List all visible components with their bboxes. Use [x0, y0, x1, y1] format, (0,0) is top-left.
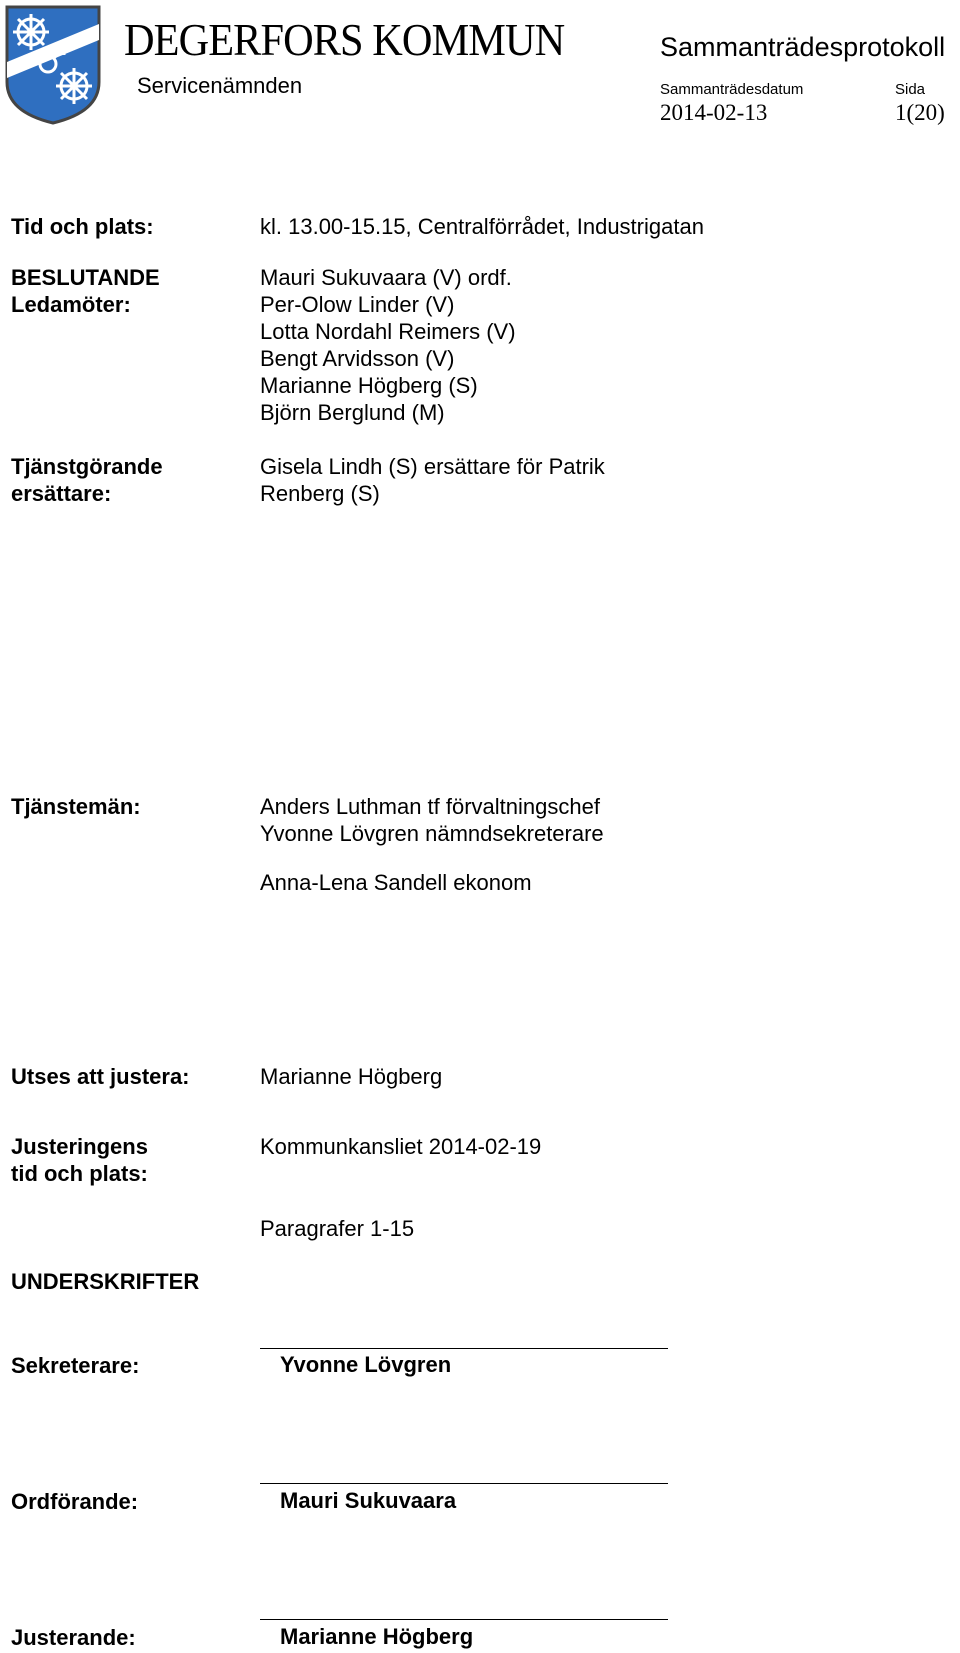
signature-role: Sekreterare:: [11, 1353, 140, 1378]
member-name: Per-Olow Linder (V): [260, 292, 455, 317]
official-line: Yvonne Lövgren nämndsekreterare: [260, 821, 604, 846]
signature-name: Marianne Högberg: [280, 1624, 474, 1649]
members-label-line2: Ledamöter:: [11, 292, 131, 317]
signature-line: [260, 1619, 668, 1620]
signature-line: [260, 1348, 668, 1349]
officials-label: Tjänstemän:: [11, 794, 141, 819]
adjust-time-label-line2: tid och plats:: [11, 1161, 148, 1186]
substitutes-label-line2: ersättare:: [11, 481, 112, 506]
substitute-line: Gisela Lindh (S) ersättare för Patrik: [260, 454, 605, 479]
members-label-line1: BESLUTANDE: [11, 265, 160, 290]
substitutes-label-line1: Tjänstgörande: [11, 454, 163, 479]
member-name: Marianne Högberg (S): [260, 373, 478, 398]
signature-name: Mauri Sukuvaara: [280, 1488, 457, 1513]
official-line: Anna-Lena Sandell ekonom: [260, 870, 532, 895]
signature-name: Yvonne Lövgren: [280, 1352, 452, 1377]
page-number: 1(20): [895, 100, 945, 125]
coat-of-arms-logo: [4, 4, 102, 126]
signatures-heading: UNDERSKRIFTER: [11, 1269, 200, 1294]
substitute-line: Renberg (S): [260, 481, 380, 506]
time-place-label: Tid och plats:: [11, 214, 154, 239]
meeting-date: 2014-02-13: [660, 100, 768, 125]
official-line: Anders Luthman tf förvaltningschef: [260, 794, 600, 819]
adjuster-label: Utses att justera:: [11, 1064, 190, 1089]
signature-role: Ordförande:: [11, 1489, 139, 1514]
adjuster-value: Marianne Högberg: [260, 1064, 443, 1089]
department-name: Servicenämnden: [137, 73, 303, 98]
member-name: Mauri Sukuvaara (V) ordf.: [260, 265, 512, 290]
time-place-value: kl. 13.00-15.15, Centralförrådet, Industrigatan: [260, 214, 704, 239]
paragraphs-value: Paragrafer 1-15: [260, 1216, 415, 1241]
member-name: Björn Berglund (M): [260, 400, 445, 425]
signature-line: [260, 1483, 668, 1484]
document-type: Sammanträdesprotokoll: [660, 32, 946, 62]
signature-role: Justerande:: [11, 1625, 136, 1650]
date-label: Sammanträdesdatum: [660, 81, 804, 98]
adjust-time-label-line1: Justeringens: [11, 1134, 148, 1159]
member-name: Lotta Nordahl Reimers (V): [260, 319, 516, 344]
page-label: Sida: [895, 81, 926, 98]
member-name: Bengt Arvidsson (V): [260, 346, 455, 371]
organization-name: DEGERFORS KOMMUN: [124, 14, 565, 65]
adjust-time-value: Kommunkansliet 2014-02-19: [260, 1134, 542, 1159]
